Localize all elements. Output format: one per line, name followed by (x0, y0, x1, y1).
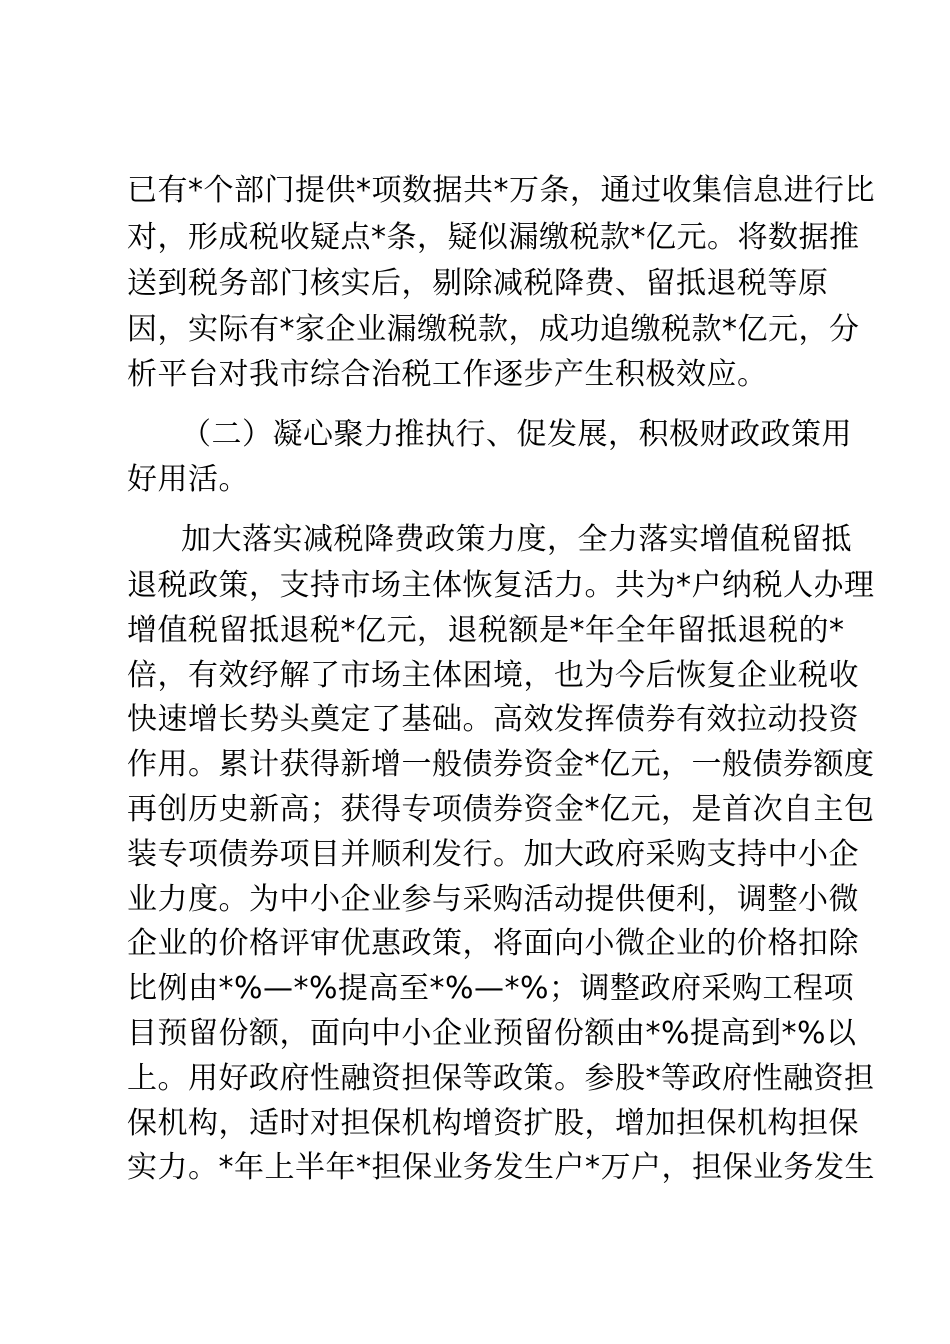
text-line: 加大落实减税降费政策力度，全力落实增值税留抵 (181, 522, 852, 557)
text-line: 实力。*年上半年*担保业务发生户*万户，担保业务发生 (127, 1150, 875, 1185)
text-line: 保机构，适时对担保机构增资扩股，增加担保机构担保 (127, 1106, 859, 1141)
text-line: 目预留份额，面向中小企业预留份额由*%提高到*%以 (127, 1016, 857, 1051)
text-line: 倍，有效纾解了市场主体困境，也为今后恢复企业税收 (127, 658, 859, 693)
text-line: 已有*个部门提供*项数据共*万条，通过收集信息进行比 (127, 173, 875, 208)
text-line: 因，实际有*家企业漏缴税款，成功追缴税款*亿元，分 (127, 312, 860, 347)
text-line: 装专项债券项目并顺利发行。加大政府采购支持中小企 (127, 837, 859, 872)
text-line: 再创历史新高；获得专项债券资金*亿元，是首次自主包 (127, 792, 875, 827)
text-line: 快速增长势头奠定了基础。高效发挥债券有效拉动投资 (127, 702, 859, 737)
text-line: 作用。累计获得新增一般债券资金*亿元，一般债券额度 (127, 747, 875, 782)
heading-line: （二）凝心聚力推执行、促发展，积极财政政策用 (181, 417, 852, 452)
text-line: 增值税留抵退税*亿元，退税额是*年全年留抵退税的* (127, 613, 845, 648)
text-line: 企业的价格评审优惠政策，将面向小微企业的价格扣除 (127, 926, 859, 961)
heading-line: 好用活。 (127, 462, 249, 497)
text-line: 上。用好政府性融资担保等政策。参股*等政府性融资担 (127, 1061, 875, 1096)
text-line: 送到税务部门核实后，剔除减税降费、留抵退税等原 (127, 266, 829, 301)
text-line: 退税政策，支持市场主体恢复活力。共为*户纳税人办理 (127, 568, 875, 603)
text-line: 对，形成税收疑点*条，疑似漏缴税款*亿元。将数据推 (127, 220, 860, 255)
text-line: 业力度。为中小企业参与采购活动提供便利，调整小微 (127, 882, 859, 917)
text-line: 比例由*%—*%提高至*%—*%；调整政府采购工程项 (127, 971, 855, 1006)
text-line: 析平台对我市综合治税工作逐步产生积极效应。 (127, 357, 768, 392)
